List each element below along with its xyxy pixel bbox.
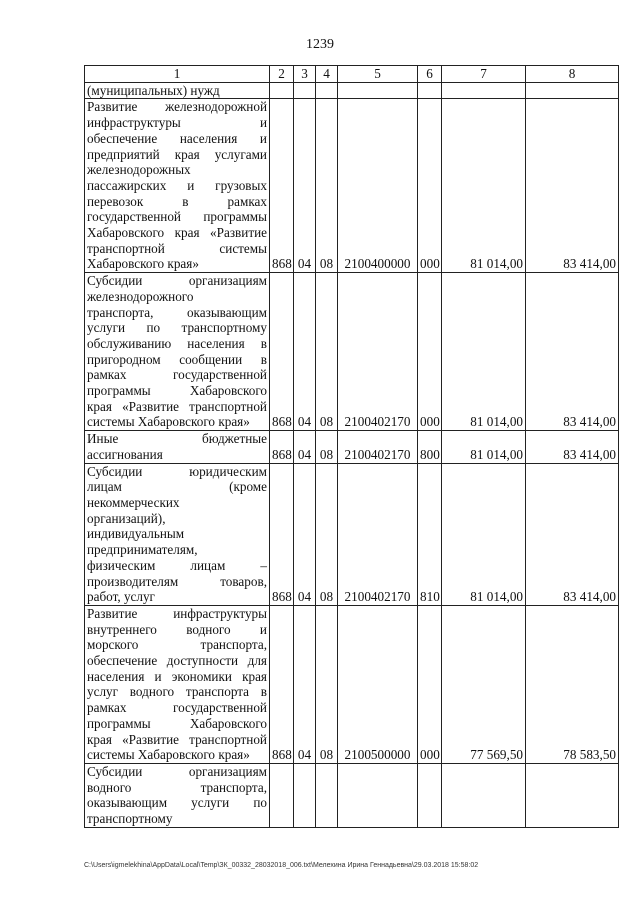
subsection-cell bbox=[316, 82, 338, 99]
description-cell bbox=[85, 431, 270, 463]
section-cell: 04 bbox=[294, 431, 316, 463]
expense-type-cell: 000 bbox=[418, 605, 442, 763]
description-line: услуг водного транспорта в bbox=[87, 684, 267, 700]
amount-year2-cell: 78 583,50 bbox=[526, 605, 619, 763]
description-line: Хабаровского края» bbox=[87, 256, 199, 272]
description-cell bbox=[85, 99, 270, 273]
description-line: железнодорожных bbox=[87, 162, 191, 178]
description-line: Субсидии организациям bbox=[87, 273, 267, 289]
table-row bbox=[85, 99, 619, 273]
section-cell: 04 bbox=[294, 273, 316, 431]
description-line: системы Хабаровского края» bbox=[87, 747, 250, 763]
description-line: услуги по транспортному bbox=[87, 320, 267, 336]
description-line: пассажирских и грузовых bbox=[87, 177, 267, 193]
description-line: Развитие инфраструктуры bbox=[87, 605, 267, 621]
description-cell bbox=[85, 463, 270, 605]
description-line: программы Хабаровского bbox=[87, 383, 267, 399]
description-line: края «Развитие транспортной bbox=[87, 731, 267, 747]
admin-code-cell: 868 bbox=[270, 99, 294, 273]
budget-table bbox=[84, 65, 619, 828]
section-cell: 04 bbox=[294, 463, 316, 605]
description-line: Субсидии юридическим bbox=[87, 463, 267, 479]
description-line: транспортному bbox=[87, 811, 173, 827]
target-article-cell: 2100402170 bbox=[338, 273, 418, 431]
description-line: перевозок в рамках bbox=[87, 193, 267, 209]
admin-code-cell: 868 bbox=[270, 431, 294, 463]
admin-code-cell: 868 bbox=[270, 273, 294, 431]
header-cell: 3 bbox=[294, 66, 316, 83]
description-line: обслуживанию населения в bbox=[87, 335, 267, 351]
table-row bbox=[85, 763, 619, 827]
subsection-cell: 08 bbox=[316, 605, 338, 763]
amount-year1-cell bbox=[442, 763, 526, 827]
description-line: физическим лицам – bbox=[87, 557, 267, 573]
table-row bbox=[85, 82, 619, 99]
description-line: пригородном сообщении в bbox=[87, 351, 267, 367]
table-row bbox=[85, 431, 619, 463]
section-cell: 04 bbox=[294, 99, 316, 273]
description-line: государственной программы bbox=[87, 209, 267, 225]
description-line: водного транспорта, bbox=[87, 779, 267, 795]
subsection-cell: 08 bbox=[316, 431, 338, 463]
description-line: Хабаровского края «Развитие bbox=[87, 225, 267, 241]
expense-type-cell: 000 bbox=[418, 99, 442, 273]
amount-year1-cell: 81 014,00 bbox=[442, 273, 526, 431]
description-line: Развитие железнодорожной bbox=[87, 99, 267, 115]
header-cell: 6 bbox=[418, 66, 442, 83]
description-line: работ, услуг bbox=[87, 589, 155, 605]
description-line: индивидуальным bbox=[87, 526, 185, 542]
header-cell: 1 bbox=[85, 66, 270, 83]
amount-year1-cell: 81 014,00 bbox=[442, 463, 526, 605]
description-line: Иные бюджетные bbox=[87, 431, 267, 447]
description-line: программы Хабаровского bbox=[87, 715, 267, 731]
expense-type-cell bbox=[418, 763, 442, 827]
description-cell bbox=[85, 763, 270, 827]
description-line: предприятий края услугами bbox=[87, 146, 267, 162]
target-article-cell bbox=[338, 82, 418, 99]
target-article-cell: 2100402170 bbox=[338, 463, 418, 605]
target-article-cell: 2100400000 bbox=[338, 99, 418, 273]
description-line: инфраструктуры и bbox=[87, 115, 267, 131]
expense-type-cell: 000 bbox=[418, 273, 442, 431]
amount-year2-cell: 83 414,00 bbox=[526, 273, 619, 431]
description-line: оказывающим услуги по bbox=[87, 795, 267, 811]
amount-year1-cell: 81 014,00 bbox=[442, 99, 526, 273]
amount-year1-cell bbox=[442, 82, 526, 99]
description-line: организаций), bbox=[87, 510, 166, 526]
description-line: некоммерческих bbox=[87, 494, 180, 510]
description-line: края «Развитие транспортной bbox=[87, 398, 267, 414]
table-row bbox=[85, 463, 619, 605]
amount-year2-cell: 83 414,00 bbox=[526, 99, 619, 273]
table-row bbox=[85, 605, 619, 763]
description-line: обеспечение населения и bbox=[87, 130, 267, 146]
header-cell: 4 bbox=[316, 66, 338, 83]
target-article-cell: 2100500000 bbox=[338, 605, 418, 763]
admin-code-cell bbox=[270, 763, 294, 827]
subsection-cell: 08 bbox=[316, 273, 338, 431]
description-line: (муниципальных) нужд bbox=[87, 82, 220, 98]
subsection-cell: 08 bbox=[316, 463, 338, 605]
amount-year2-cell: 83 414,00 bbox=[526, 431, 619, 463]
description-line: производителям товаров, bbox=[87, 573, 267, 589]
description-line: ассигнования bbox=[87, 446, 163, 462]
amount-year2-cell bbox=[526, 763, 619, 827]
description-line: морского транспорта, bbox=[87, 637, 267, 653]
section-cell: 04 bbox=[294, 605, 316, 763]
description-cell bbox=[85, 605, 270, 763]
description-line: системы Хабаровского края» bbox=[87, 414, 250, 430]
subsection-cell: 08 bbox=[316, 99, 338, 273]
description-line: населения и экономики края bbox=[87, 668, 267, 684]
description-line: транспорта, оказывающим bbox=[87, 304, 267, 320]
admin-code-cell bbox=[270, 82, 294, 99]
description-line: рамках государственной bbox=[87, 367, 267, 383]
page-number: 1239 bbox=[306, 37, 334, 52]
amount-year1-cell: 77 569,50 bbox=[442, 605, 526, 763]
description-line: лицам (кроме bbox=[87, 479, 267, 495]
admin-code-cell: 868 bbox=[270, 605, 294, 763]
table-row bbox=[85, 273, 619, 431]
amount-year2-cell bbox=[526, 82, 619, 99]
table-header-row bbox=[85, 66, 619, 83]
description-line: внутреннего водного и bbox=[87, 621, 267, 637]
expense-type-cell: 800 bbox=[418, 431, 442, 463]
section-cell bbox=[294, 82, 316, 99]
description-cell bbox=[85, 273, 270, 431]
description-line: предпринимателям, bbox=[87, 542, 198, 558]
amount-year1-cell: 81 014,00 bbox=[442, 431, 526, 463]
description-line: транспортной системы bbox=[87, 240, 267, 256]
description-line: Субсидии организациям bbox=[87, 763, 267, 779]
subsection-cell bbox=[316, 763, 338, 827]
header-cell: 8 bbox=[526, 66, 619, 83]
description-cell bbox=[85, 82, 270, 99]
header-cell: 7 bbox=[442, 66, 526, 83]
description-line: обеспечение доступности для bbox=[87, 653, 267, 669]
expense-type-cell bbox=[418, 82, 442, 99]
file-path-footer: C:\Users\igmelekhina\AppData\Local\Temp\ЗК_00332_28032018_006.txt\Мелехина Ирина Геннадьевна\29.03.2018 15:58:02 bbox=[84, 862, 479, 869]
description-line: железнодорожного bbox=[87, 288, 194, 304]
admin-code-cell: 868 bbox=[270, 463, 294, 605]
header-cell: 5 bbox=[338, 66, 418, 83]
target-article-cell bbox=[338, 763, 418, 827]
description-line: рамках государственной bbox=[87, 700, 267, 716]
target-article-cell: 2100402170 bbox=[338, 431, 418, 463]
section-cell bbox=[294, 763, 316, 827]
expense-type-cell: 810 bbox=[418, 463, 442, 605]
amount-year2-cell: 83 414,00 bbox=[526, 463, 619, 605]
header-cell: 2 bbox=[270, 66, 294, 83]
